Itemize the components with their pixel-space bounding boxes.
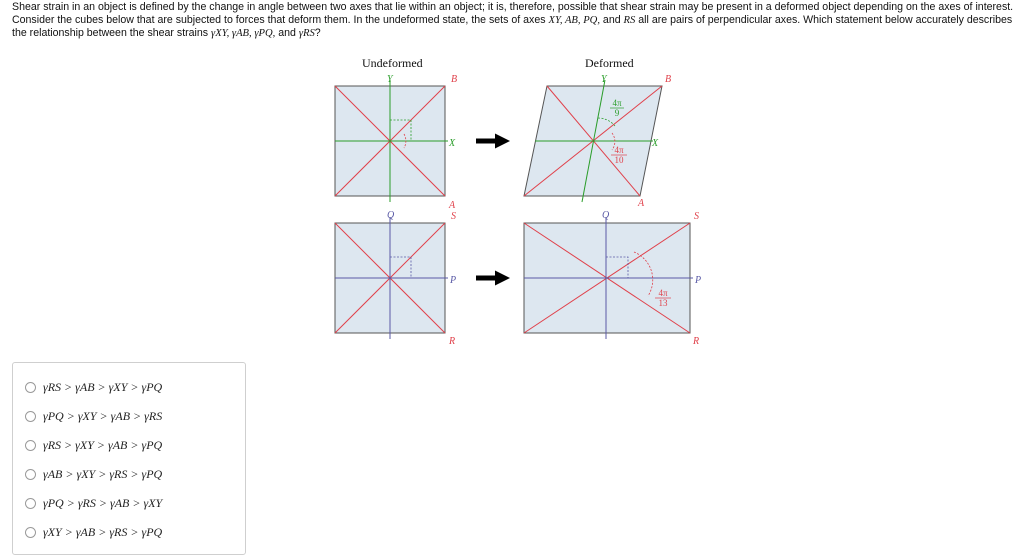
- title-deformed: Deformed: [585, 56, 634, 70]
- question-part3: all are pairs of perpendicular axes. Which statement below accurately describes the relationship between the shear strains: [12, 14, 1013, 39]
- label-s-deformed: S: [694, 211, 699, 222]
- label-q-deformed: Q: [602, 210, 610, 221]
- choice-5-label: γPQ > γRS > γAB > γXY: [43, 495, 163, 510]
- angle3-denominator: 13: [658, 298, 668, 308]
- choice-6[interactable]: [25, 522, 162, 542]
- label-y: Y: [387, 74, 393, 85]
- question-strains-list: γXY, γAB, γPQ,: [211, 28, 276, 39]
- undeformed-square-xy: [335, 80, 448, 202]
- choice-1[interactable]: [25, 377, 162, 397]
- choice-3[interactable]: [25, 435, 162, 455]
- angle1-denominator: 9: [614, 108, 620, 118]
- question-axes-last: RS: [623, 15, 636, 26]
- angle2-numerator: 4π: [614, 145, 624, 155]
- label-q: Q: [387, 210, 395, 221]
- title-undeformed: Undeformed: [362, 56, 423, 70]
- question-part5: ?: [314, 27, 321, 39]
- question-axes-list: XY, AB, PQ,: [548, 15, 600, 26]
- angle1-numerator: 4π: [612, 98, 622, 108]
- choice-2-label: γPQ > γXY > γAB > γRS: [43, 408, 163, 423]
- angle2-denominator: 10: [614, 155, 624, 165]
- label-p-deformed: P: [695, 275, 702, 286]
- question-part2: and: [599, 14, 624, 26]
- label-a: A: [449, 200, 456, 211]
- radio-icon[interactable]: [25, 469, 36, 480]
- label-x: X: [449, 138, 456, 149]
- choice-4-label: γAB > γXY > γRS > γPQ: [43, 466, 163, 481]
- radio-icon[interactable]: [25, 498, 36, 509]
- choice-2[interactable]: [25, 406, 162, 426]
- label-s: S: [451, 211, 456, 222]
- label-b-deformed: B: [665, 74, 672, 85]
- choice-5[interactable]: [25, 493, 162, 513]
- choice-3-label: γRS > γXY > γAB > γPQ: [43, 437, 163, 452]
- label-y-deformed: Y: [601, 74, 607, 85]
- question-strains-last: γRS: [298, 28, 315, 39]
- radio-icon[interactable]: [25, 527, 36, 538]
- deformed-rectangle-pq: [524, 217, 693, 339]
- question-part1: Shear strain in an object is defined by the change in angle between two axes that lie within an object; it is, therefore, possible that shear strain may be present in a deformed object depending on the axes of interest. Consider the cubes below that are subjected to forces that deform them. In the undeformed state, the sets of axes: [12, 1, 1014, 26]
- label-r-deformed: R: [693, 336, 700, 347]
- choice-1-label: γRS > γAB > γXY > γPQ: [43, 379, 163, 394]
- question-part4: and: [275, 27, 299, 39]
- label-x-deformed: X: [652, 138, 659, 149]
- undeformed-square-pq: [335, 217, 448, 339]
- choice-4[interactable]: [25, 464, 162, 484]
- label-a-deformed: A: [638, 198, 645, 209]
- radio-icon[interactable]: [25, 411, 36, 422]
- label-r: R: [449, 336, 456, 347]
- choice-6-label: γXY > γAB > γRS > γPQ: [43, 524, 163, 539]
- deformed-parallelogram-xy: [524, 80, 662, 202]
- radio-icon[interactable]: [25, 382, 36, 393]
- angle3-numerator: 4π: [658, 288, 668, 298]
- radio-icon[interactable]: [25, 440, 36, 451]
- label-b: B: [451, 74, 458, 85]
- label-p: P: [450, 275, 457, 286]
- answer-choices: [12, 362, 246, 555]
